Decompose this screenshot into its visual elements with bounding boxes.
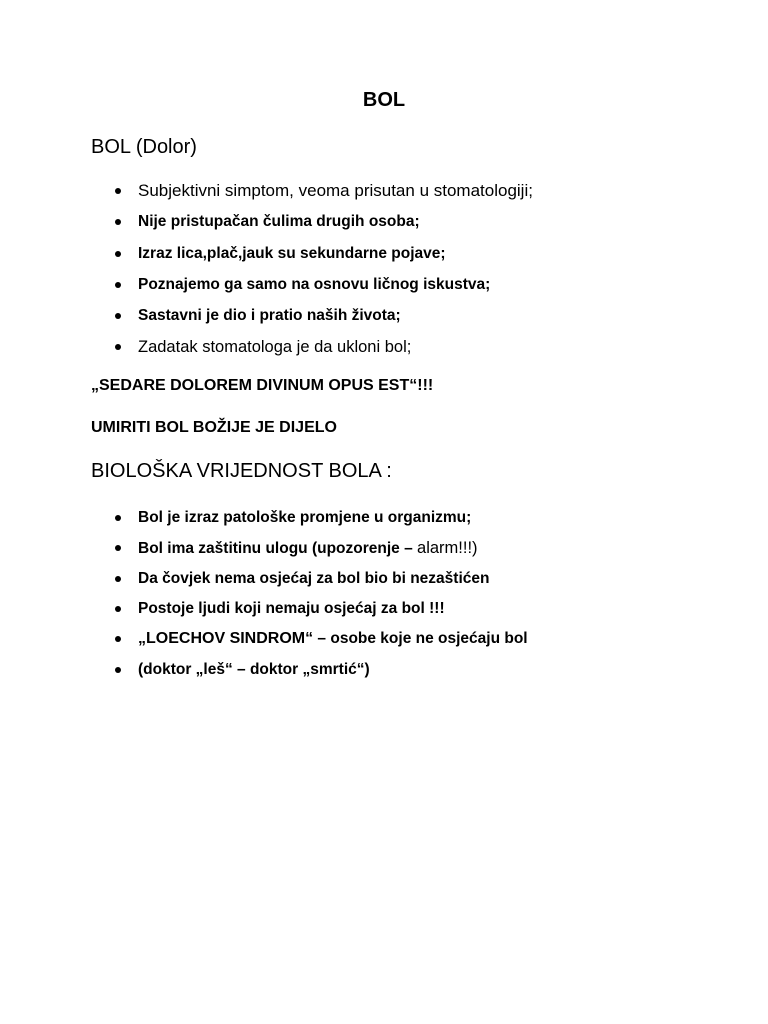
bullet-icon bbox=[115, 313, 121, 319]
quote-translation: UMIRITI BOL BOŽIJE JE DIJELO bbox=[91, 419, 337, 436]
bullet-icon bbox=[115, 188, 121, 194]
section-heading-dolor: BOL (Dolor) bbox=[91, 136, 197, 158]
list-item-text-tail: – osobe koje ne osjećaju bol bbox=[313, 630, 528, 647]
bullet-icon bbox=[115, 344, 121, 350]
list-item-text: Nije pristupačan čulima drugih osoba; bbox=[138, 213, 420, 230]
list-item-text: Poznajemo ga samo na osnovu ličnog iskustva; bbox=[138, 276, 491, 293]
list-item-text: Izraz lica,plač,jauk su sekundarne pojave; bbox=[138, 245, 446, 262]
list-item-text: Da čovjek nema osjećaj za bol bio bi nezaštićen bbox=[138, 570, 490, 587]
bullet-icon bbox=[115, 282, 121, 288]
list-item-text-main: „LOECHOV SINDROM“ bbox=[138, 630, 314, 647]
latin-quote: „SEDARE DOLOREM DIVINUM OPUS EST“!!! bbox=[91, 377, 434, 394]
bullet-icon bbox=[115, 515, 121, 521]
section-heading-biological-value: BIOLOŠKA VRIJEDNOST BOLA : bbox=[91, 460, 392, 482]
bullet-icon bbox=[115, 636, 121, 642]
list-item-text bbox=[138, 538, 478, 559]
list-item-text: (doktor „leš“ – doktor „smrtić“) bbox=[138, 661, 370, 678]
list-item-text bbox=[138, 629, 528, 649]
list-item-text: Postoje ljudi koji nemaju osjećaj za bol !!! bbox=[138, 600, 445, 617]
bullet-icon bbox=[115, 606, 121, 612]
bullet-icon bbox=[115, 545, 121, 551]
bullet-icon bbox=[115, 219, 121, 225]
bullet-icon bbox=[115, 576, 121, 582]
bullet-icon bbox=[115, 667, 121, 673]
list-item-text: Bol je izraz patološke promjene u organizmu; bbox=[138, 509, 472, 526]
list-item-text: Zadatak stomatologa je da ukloni bol; bbox=[138, 338, 412, 356]
document-title: BOL bbox=[362, 89, 406, 111]
list-item-text: Sastavni je dio i pratio naših života; bbox=[138, 307, 401, 324]
bullet-icon bbox=[115, 251, 121, 257]
list-item-text-tail: alarm!!!) bbox=[417, 539, 478, 557]
list-item-text: Subjektivni simptom, veoma prisutan u stomatologiji; bbox=[138, 181, 533, 200]
list-item-text-main: Bol ima zaštitinu ulogu (upozorenje – bbox=[138, 540, 418, 557]
